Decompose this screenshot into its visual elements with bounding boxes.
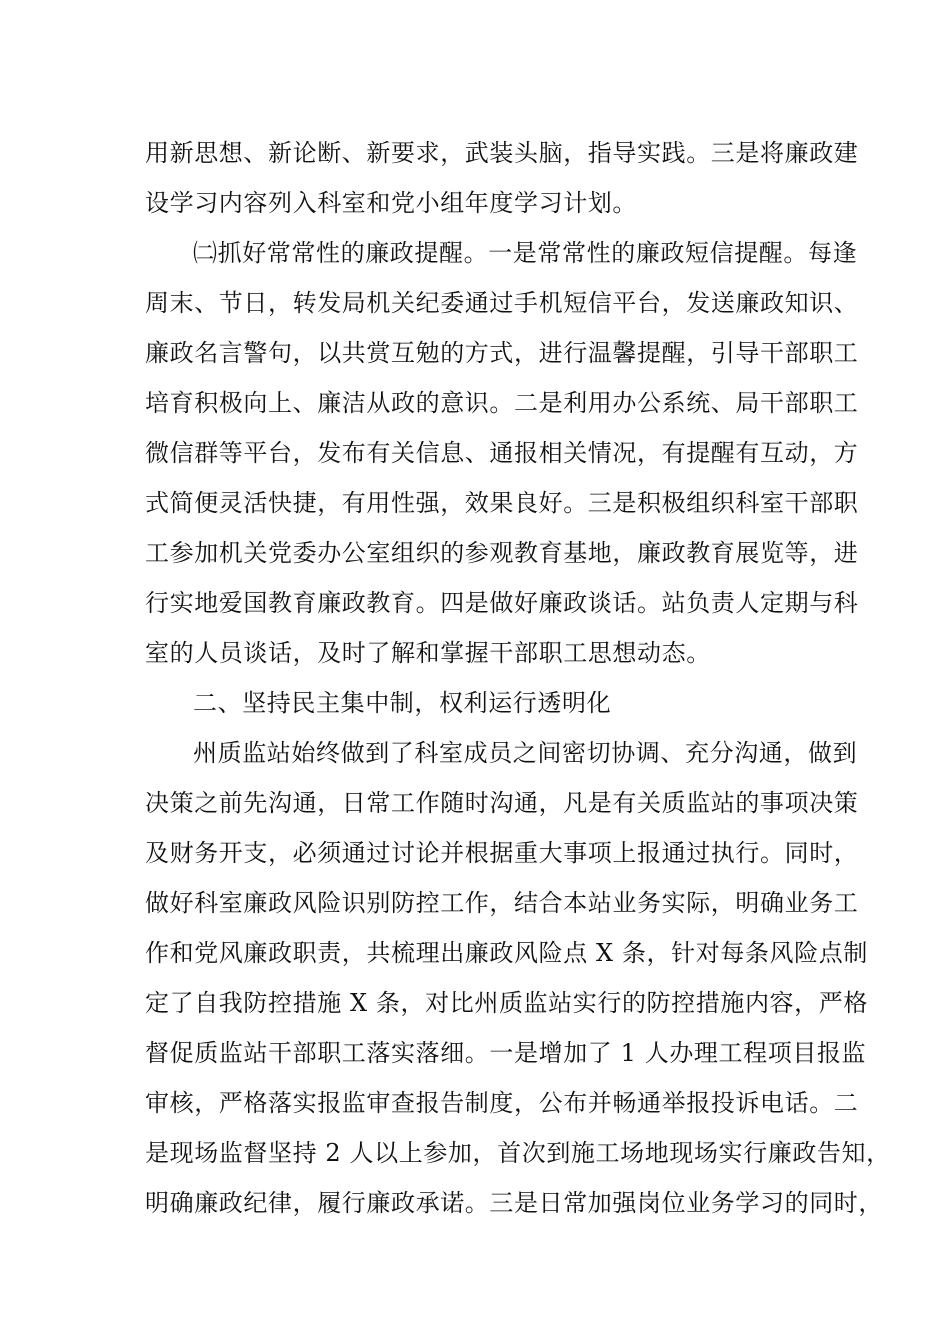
text-line: 作和党风廉政职责，共梳理出廉政风险点 X 条，针对每条风险点制 <box>145 939 868 967</box>
section-heading: 二、坚持民主集中制，权利运行透明化 <box>193 689 612 717</box>
text-line: 是现场监督坚持 2 人以上参加，首次到施工场地现场实行廉政告知， <box>145 1139 891 1167</box>
text-line: 培育积极向上、廉洁从政的意识。二是利用办公系统、局干部职工 <box>145 389 859 417</box>
text-line: 州质监站始终做到了科室成员之间密切协调、充分沟通，做到 <box>193 739 858 767</box>
text-line: 微信群等平台，发布有关信息、通报相关情况，有提醒有互动，方 <box>145 439 859 467</box>
text-line: 定了自我防控措施 X 条，对比州质监站实行的防控措施内容，严格 <box>145 989 868 1017</box>
text-line: 周末、节日，转发局机关纪委通过手机短信平台，发送廉政知识、 <box>145 289 859 317</box>
text-line: 及财务开支，必须通过讨论并根据重大事项上报通过执行。同时， <box>145 839 859 867</box>
text-line: 行实地爱国教育廉政教育。四是做好廉政谈话。站负责人定期与科 <box>145 589 859 617</box>
text-line: ㈡抓好常常性的廉政提醒。一是常常性的廉政短信提醒。每逢 <box>193 239 858 267</box>
text-line: 做好科室廉政风险识别防控工作，结合本站业务实际，明确业务工 <box>145 889 859 917</box>
text-line: 决策之前先沟通，日常工作随时沟通，凡是有关质监站的事项决策 <box>145 789 859 817</box>
text-line: 审核，严格落实报监审查报告制度，公布并畅通举报投诉电话。二 <box>145 1089 859 1117</box>
text-line: 式简便灵活快捷，有用性强，效果良好。三是积极组织科室干部职 <box>145 489 859 517</box>
text-line: 督促质监站干部职工落实落细。一是增加了 1 人办理工程项目报监 <box>145 1039 867 1067</box>
text-line: 设学习内容列入科室和党小组年度学习计划。 <box>145 189 637 217</box>
text-line: 室的人员谈话，及时了解和掌握干部职工思想动态。 <box>145 639 711 667</box>
text-line: 廉政名言警句，以共赏互勉的方式，进行温馨提醒，引导干部职工 <box>145 339 859 367</box>
text-line: 工参加机关党委办公室组织的参观教育基地，廉政教育展览等，进 <box>145 539 859 567</box>
text-line: 用新思想、新论断、新要求，武装头脑，指导实践。三是将廉政建 <box>145 139 859 167</box>
text-line: 明确廉政纪律，履行廉政承诺。三是日常加强岗位业务学习的同时， <box>145 1189 883 1217</box>
